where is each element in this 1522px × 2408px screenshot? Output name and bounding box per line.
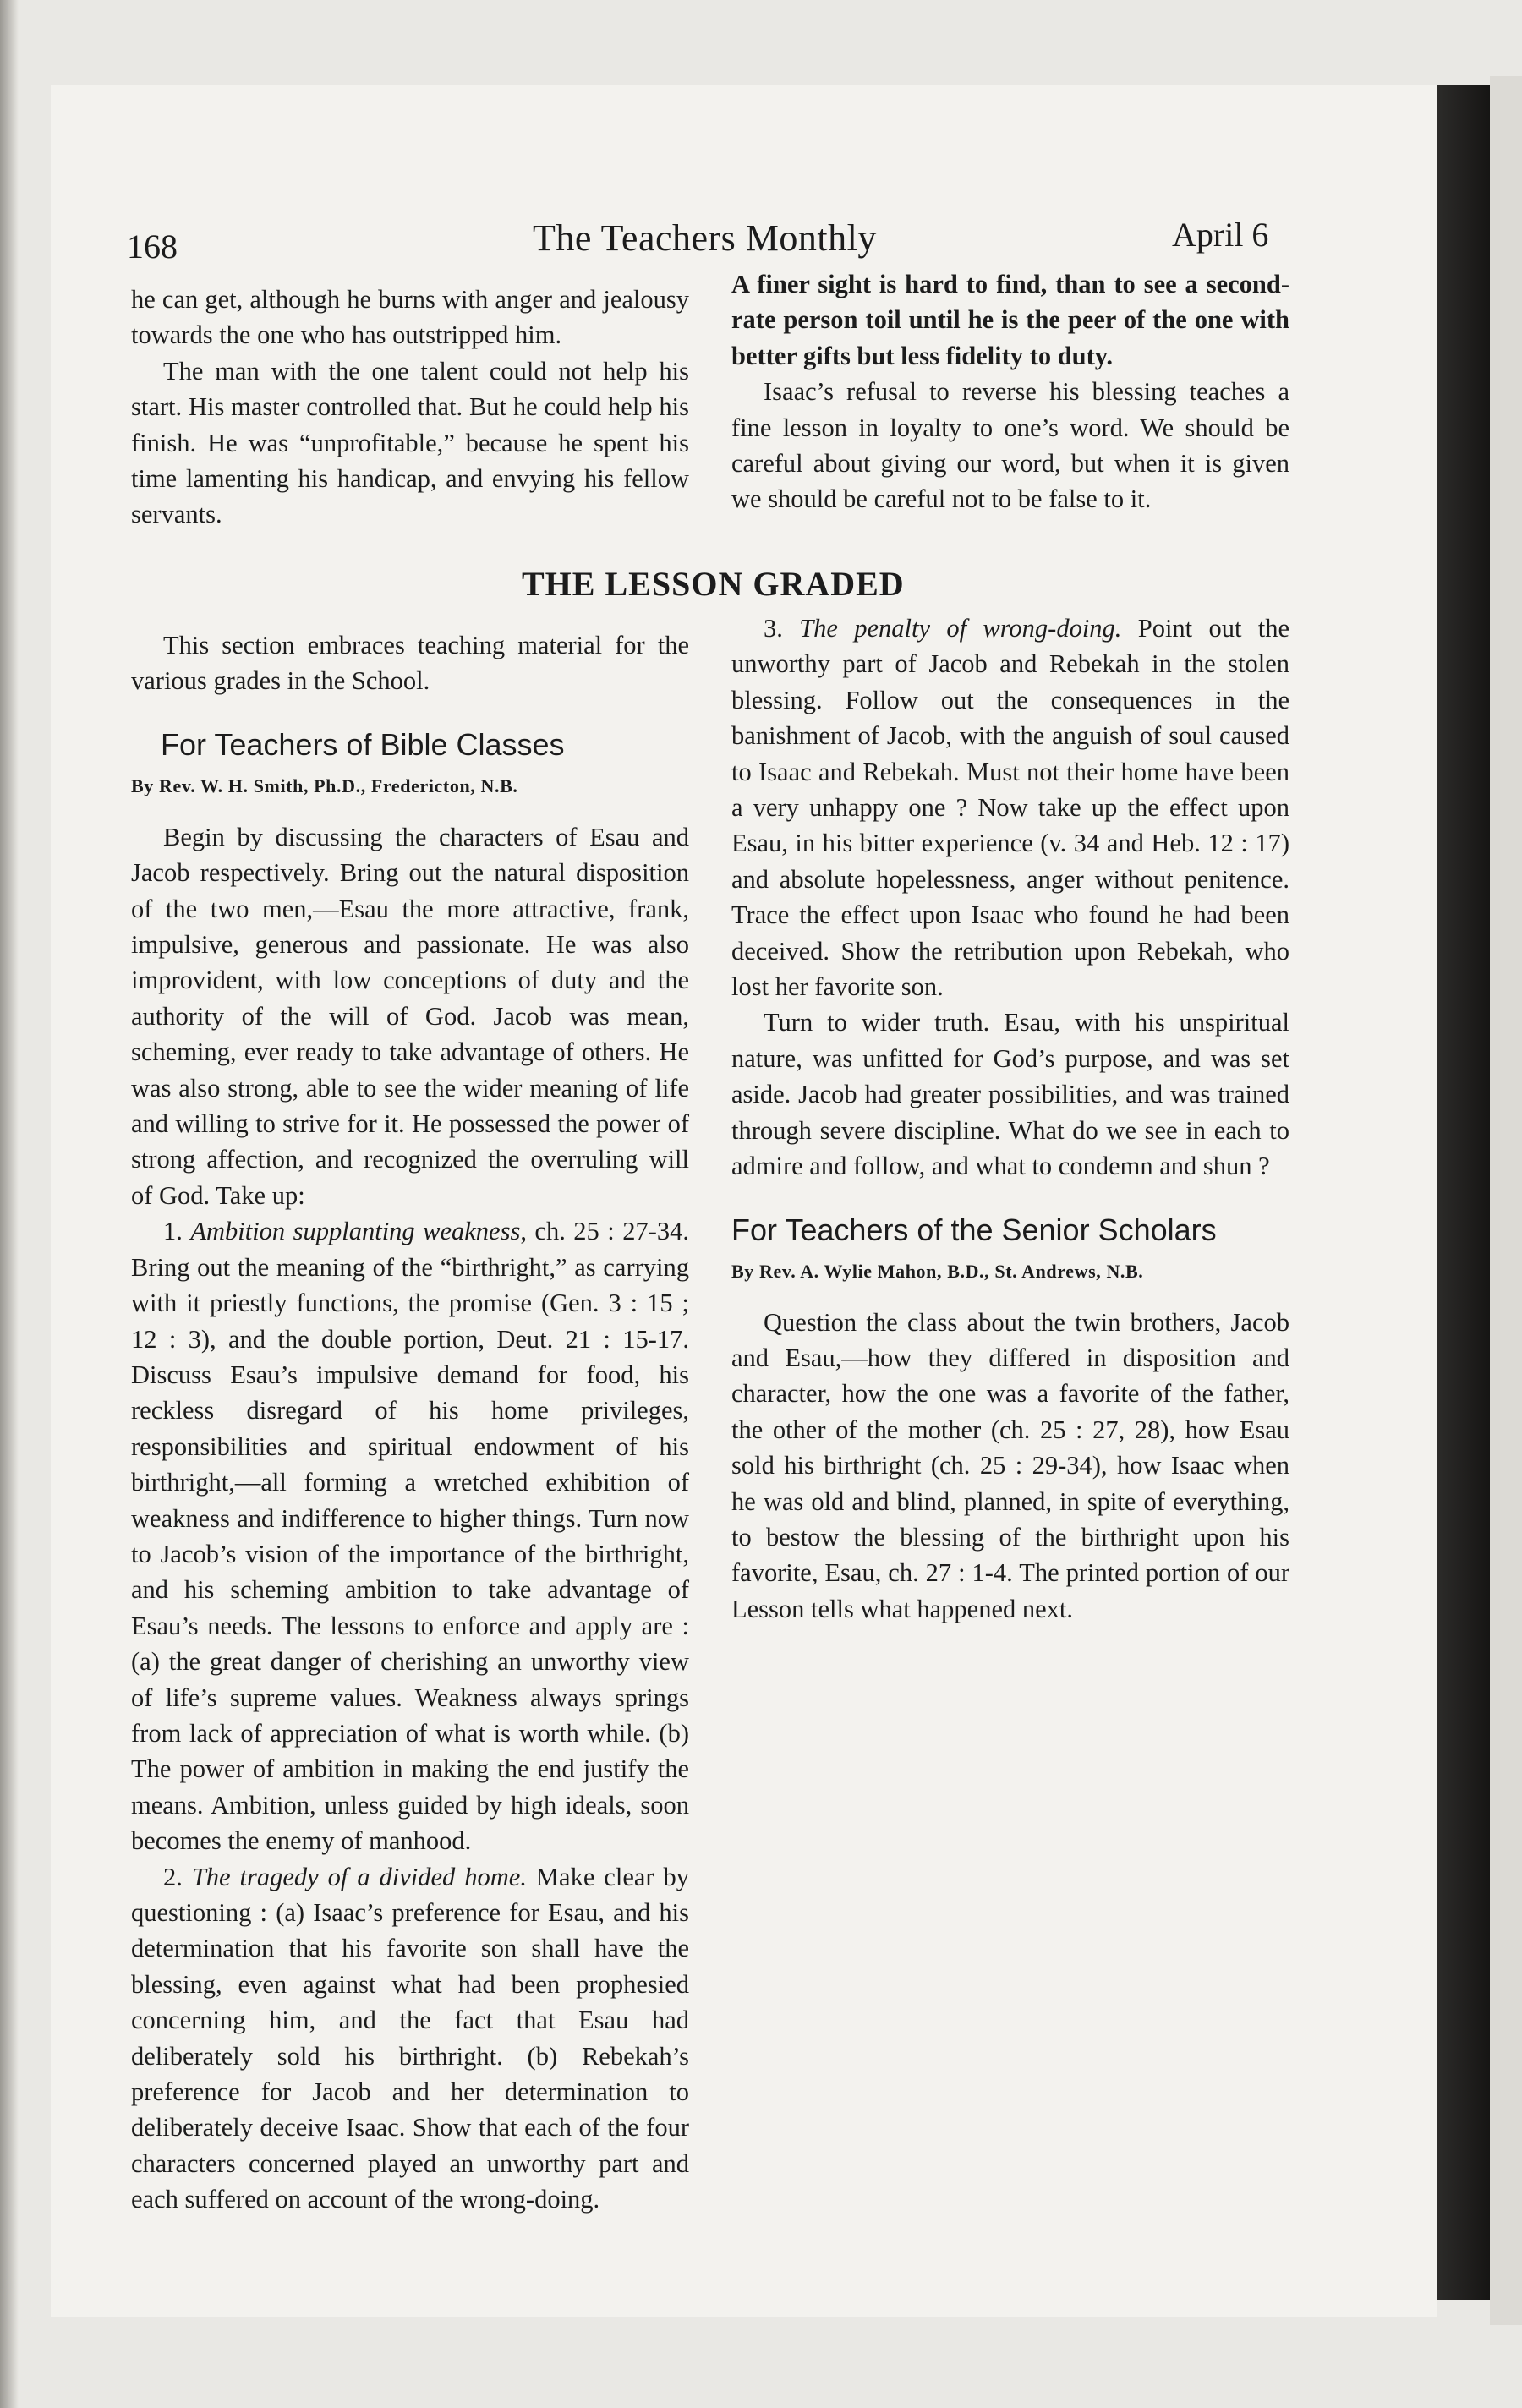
- right-column: [731, 610, 1289, 1627]
- adjacent-page-edge: [1490, 76, 1522, 2325]
- paragraph: [731, 610, 1289, 1004]
- intro-paragraph: This section embraces teaching material for the various grades in the School.: [131, 631, 689, 696]
- top-left-column: [131, 282, 689, 533]
- page-number: 168: [127, 227, 178, 265]
- item-text: Make clear by questioning : (a) Isaac’s preference for Esau, and his determination that his favorite son shall have the blessing, even against what had been prophesied concerning him, and the fact that Esau had deliberately sold his birthright. (b) Rebekah’s preference for Jacob and her determination to deliberately deceive Isaac. Show that each of the four characters concerned played an unworthy part and each suffered on account of the wrong-doing.: [131, 1862, 689, 2214]
- paragraph: Begin by discussing the characters of Esau and Jacob respectively. Bring out the natural disposition of the two men,—Esau the more attractive, frank, impulsive, generous and passionate. He was also improvident, with low conceptions of duty and the authority of the will of God. Jacob was mean, scheming, ever ready to take advantage of others. He was also strong, able to see the wider meaning of life and willing to strive for it. He possessed the power of strong affection, and recognized the overruling will of God. Take up:: [131, 822, 689, 1210]
- top-right-column: [731, 266, 1289, 517]
- journal-title: The Teachers Monthly: [533, 217, 877, 259]
- binding-shadow: [1437, 85, 1490, 2300]
- bible-classes-byline: By Rev. W. H. Smith, Ph.D., Fredericton, N.B.: [131, 774, 518, 796]
- issue-date: April 6: [1172, 216, 1269, 254]
- item-text: Point out the unworthy part of Jacob and Rebekah in the stolen blessing. Follow out the consequences in the banishment of Jacob, with the anguish of soul caused to Isaac and Rebekah. Must not their home have been a very unhappy one ? Now take up the effect upon Esau, in his bitter experience (v. 34 and Heb. 12 : 17) and absolute hopelessness, anger without penitence. Trace the effect upon Isaac who found he had been deceived. Show the retribution upon Rebekah, who lost her favorite son.: [731, 614, 1289, 1002]
- section-title: THE LESSON GRADED: [522, 565, 905, 603]
- paragraph: Question the class about the twin brothers, Jacob and Esau,—how they differed in disposition and character, how the one was a favorite of the father, the other of the mother (ch. 25 : 27, 28), how Esau sold his birthright (ch. 25 : 29-34), how Isaac when he was old and blind, planned, in spite of everything, to bestow the blessing of the birthright upon his favorite, Esau, ch. 27 : 1-4. The printed portion of our Lesson tells what happened next.: [731, 1307, 1289, 1623]
- item-title: The tragedy of a divided home.: [191, 1862, 527, 1891]
- item-number: 2.: [163, 1862, 183, 1891]
- paragraph: A finer sight is hard to find, than to see a second-rate person toil until he is the peer of the one with better gifts but less fidelity to duty.: [731, 270, 1289, 370]
- paragraph: he can get, although he burns with anger and jealousy towards the one who has outstripped him.: [131, 285, 689, 350]
- item-number: 3.: [764, 614, 783, 643]
- senior-scholars-byline: By Rev. A. Wylie Mahon, B.D., St. Andrews, N.B.: [731, 1260, 1144, 1282]
- scan-left-edge: [0, 0, 19, 2408]
- senior-scholars-heading: For Teachers of the Senior Scholars: [731, 1212, 1217, 1247]
- left-column: [131, 627, 689, 2218]
- item-title: The penalty of wrong-doing.: [799, 614, 1122, 643]
- item-title: Ambition supplanting weakness: [190, 1217, 521, 1246]
- item-number: 1.: [163, 1217, 183, 1246]
- bible-classes-heading: For Teachers of Bible Classes: [161, 726, 565, 762]
- item-text: , ch. 25 : 27-34. Bring out the meaning of the “birthright,” as carrying with it priestly functions, the promise (Gen. 3 : 15 ; 12 : 3), and the double portion, Deut. 21 : 15-17. Discuss Esau’s impulsive demand for food, his reckless disregard of his home privileges, responsibilities and spiritual endowment of his birthright,—all forming a wretched exhibition of weakness and indifference to higher things. Turn now to Jacob’s vision of the importance of the birthright, and his scheming ambition to take advantage of Esau’s needs. The lessons to enforce and apply are : (a) the great danger of cherishing an unworthy view of life’s supreme values. Weakness always springs from lack of appreciation of what is worth while. (b) The power of ambition in making the end justify the means. Ambition, unless guided by high ideals, soon becomes the enemy of manhood.: [131, 1217, 689, 1856]
- paragraph: [131, 1213, 689, 1858]
- paragraph: [131, 1859, 689, 2218]
- paragraph: Isaac’s refusal to reverse his blessing teaches a fine lesson in loyalty to one’s word. We should be careful about giving our word, but when it is given we should be careful not to be false to it.: [731, 377, 1289, 514]
- paragraph: The man with the one talent could not help his start. His master controlled that. But he could help his finish. He was “unprofitable,” because he spent his time lamenting his handicap, and envying his fellow servants.: [131, 356, 689, 529]
- running-header: [0, 203, 1522, 271]
- paragraph: Turn to wider truth. Esau, with his unspiritual nature, was unfitted for God’s purpose, and was set aside. Jacob had greater possibilities, and was trained through severe discipline. What do we see in each to admire and follow, and what to condemn and shun ?: [731, 1008, 1289, 1181]
